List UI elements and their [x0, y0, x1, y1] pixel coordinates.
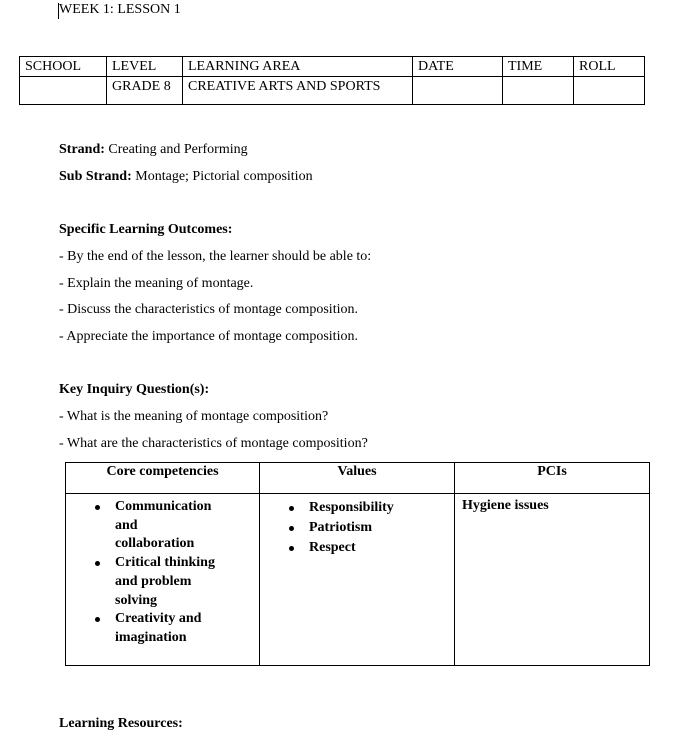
values-cell [260, 494, 455, 666]
outcome-item: - Discuss the characteristics of montage composition. [59, 302, 358, 317]
list-item: Respect [309, 538, 459, 558]
inquiry-item: - What are the characteristics of montage composition? [59, 436, 368, 451]
competency-table [65, 462, 650, 666]
header-core-competencies: Core competencies [66, 463, 260, 494]
outcome-item: - Explain the meaning of montage. [59, 276, 254, 291]
list-item: Communication and collaboration [115, 498, 215, 554]
competency-body-row [66, 494, 650, 666]
pci-value: Hygiene issues [462, 498, 549, 513]
table-value-row [20, 77, 645, 105]
inquiry-item: - What is the meaning of montage composition? [59, 409, 329, 424]
list-item: Responsibility [309, 498, 459, 518]
sub-strand-value: Montage; Pictorial composition [131, 169, 313, 184]
inquiry-heading: Key Inquiry Question(s): [59, 382, 210, 397]
header-values: Values [260, 463, 455, 494]
competency-header-row [66, 463, 650, 494]
list-item: Creativity and imagination [115, 610, 215, 647]
lesson-title: WEEK 1: LESSON 1 [59, 2, 181, 17]
value-time [503, 77, 574, 105]
strand-value: Creating and Performing [104, 142, 248, 157]
value-level: GRADE 8 [107, 77, 183, 105]
sub-strand-line [59, 169, 313, 185]
list-item: Patriotism [309, 518, 459, 538]
header-pcis: PCIs [455, 463, 650, 494]
value-learning-area: CREATIVE ARTS AND SPORTS [183, 77, 413, 105]
core-competencies-list [67, 498, 258, 648]
value-roll [574, 77, 645, 105]
outcome-item: - Appreciate the importance of montage composition. [59, 329, 358, 344]
table-header-row [20, 57, 645, 77]
header-time: TIME [503, 57, 574, 77]
sub-strand-label: Sub Strand: [59, 169, 132, 184]
core-competencies-cell [66, 494, 260, 666]
value-school [20, 77, 107, 105]
header-date: DATE [413, 57, 503, 77]
outcomes-heading: Specific Learning Outcomes: [59, 222, 233, 237]
strand-line [59, 142, 248, 158]
outcomes-intro: - By the end of the lesson, the learner should be able to: [59, 249, 372, 264]
values-list [261, 498, 453, 558]
pcis-cell [455, 494, 650, 666]
header-roll: ROLL [574, 57, 645, 77]
header-school: SCHOOL [20, 57, 107, 77]
value-date [413, 77, 503, 105]
list-item: Critical thinking and problem solving [115, 554, 215, 610]
header-learning-area: LEARNING AREA [183, 57, 413, 77]
header-level: LEVEL [107, 57, 183, 77]
resources-heading: Learning Resources: [59, 716, 183, 731]
lesson-info-table [19, 56, 645, 105]
strand-label: Strand: [59, 142, 105, 157]
